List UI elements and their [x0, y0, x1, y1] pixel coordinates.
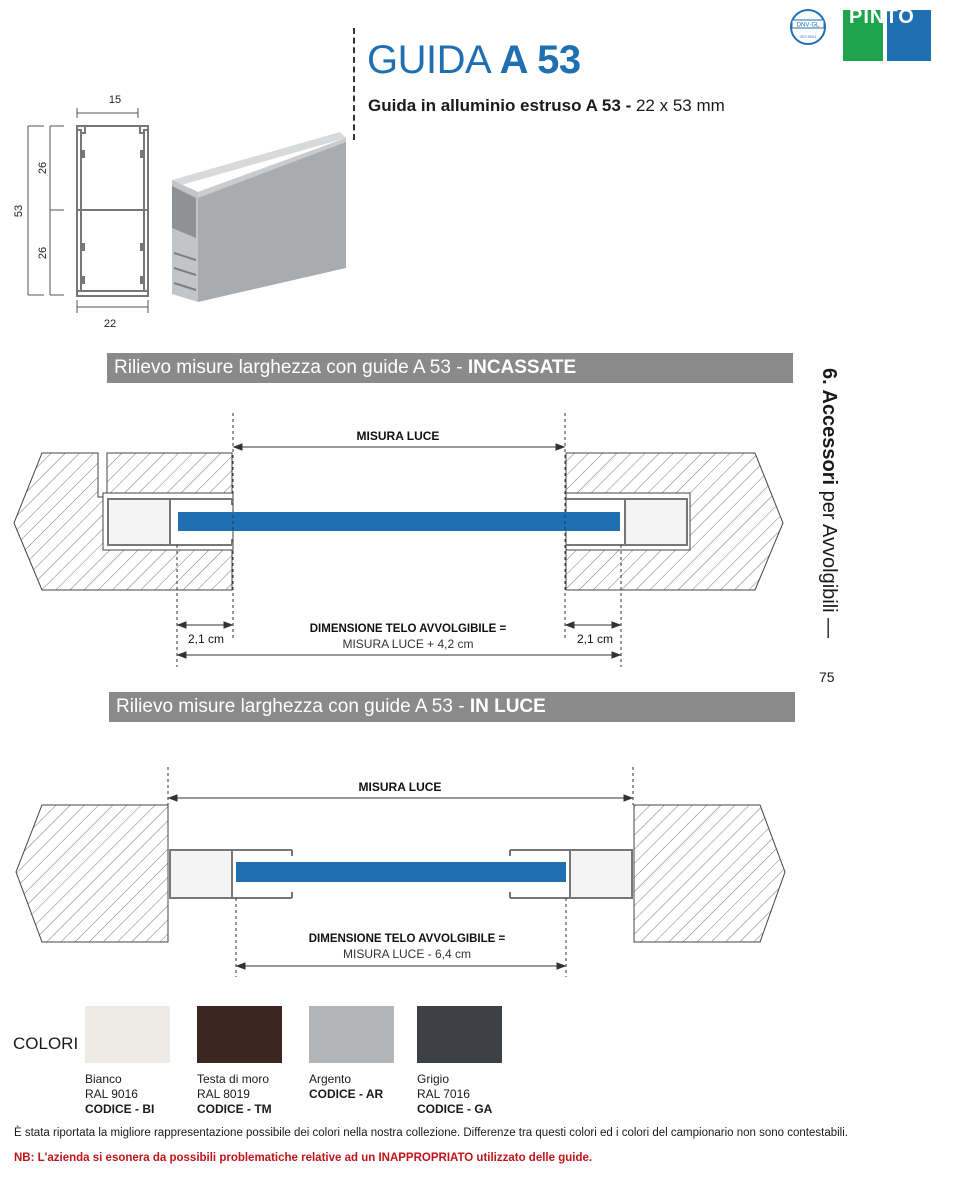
swatch-bianco: [85, 1006, 170, 1063]
shutter-slat: [178, 512, 620, 531]
colors-label: COLORI: [13, 1034, 79, 1053]
certification-logo: [782, 8, 834, 46]
section2-diagram: [0, 762, 800, 987]
left-offset-label: 2,1 cm: [187, 632, 225, 646]
section1-diagram: [0, 405, 800, 670]
dim-title: DIMENSIONE TELO AVVOLGIBILE =: [309, 623, 507, 635]
page-subtitle: Guida in alluminio estruso A 53 - 22 x 53 mm: [368, 96, 725, 115]
swatch-argento: [309, 1006, 394, 1063]
misura-luce-label: MISURA LUCE: [358, 780, 442, 794]
misura-luce-label: MISURA LUCE: [356, 429, 440, 443]
swatch-grigio: [417, 1006, 502, 1063]
page-number: 75: [819, 669, 835, 685]
section2-header-bar: Rilievo misure larghezza con guide A 53 - IN LUCE: [109, 692, 795, 722]
cert-text: DNV·GL: [796, 22, 820, 29]
cert-sub: ISO 9001: [799, 34, 817, 39]
dim-h-top: 26: [37, 161, 49, 175]
dim-h-total: 53: [13, 204, 25, 218]
nb-notice: NB: L'azienda si esonera da possibili problematiche relative ad un INAPPROPRIATO utilizzato delle guide.: [14, 1152, 593, 1164]
dim-formula: MISURA LUCE + 4,2 cm: [342, 637, 474, 651]
dim-bottom: 22: [103, 318, 117, 330]
brand-logo: [843, 6, 931, 61]
profile-section-drawing: [10, 88, 160, 333]
header-divider: [353, 28, 355, 140]
dim-top: 15: [108, 94, 122, 106]
brand-name: PINTO: [849, 6, 915, 28]
right-offset-label: 2,1 cm: [576, 632, 614, 646]
color-disclaimer: È stata riportata la migliore rappresentazione possibile dei colori nella nostra collezione. Differenze tra questi colori ed i colori del campionario non sono contestabili.: [14, 1127, 848, 1139]
color-info-bianco: Bianco RAL 9016 CODICE - BI: [85, 1072, 155, 1116]
dim-title: DIMENSIONE TELO AVVOLGIBILE =: [308, 933, 506, 945]
dim-h-bottom: 26: [37, 246, 49, 260]
dim-formula: MISURA LUCE - 6,4 cm: [342, 947, 472, 961]
chapter-label: 6. Accessori per Avvolgibili —: [818, 368, 840, 639]
rail-3d-image: [168, 128, 348, 308]
section1-header-bar: Rilievo misure larghezza con guide A 53 - INCASSATE: [107, 353, 793, 383]
page-title: GUIDA A 53: [367, 38, 581, 82]
shutter-slat: [236, 862, 566, 882]
color-info-grigio: Grigio RAL 7016 CODICE - GA: [417, 1072, 493, 1116]
swatch-testa-di-moro: [197, 1006, 282, 1063]
color-info-testa-di-moro: Testa di moro RAL 8019 CODICE - TM: [197, 1072, 272, 1116]
color-info-argento: Argento CODICE - AR: [309, 1072, 384, 1101]
